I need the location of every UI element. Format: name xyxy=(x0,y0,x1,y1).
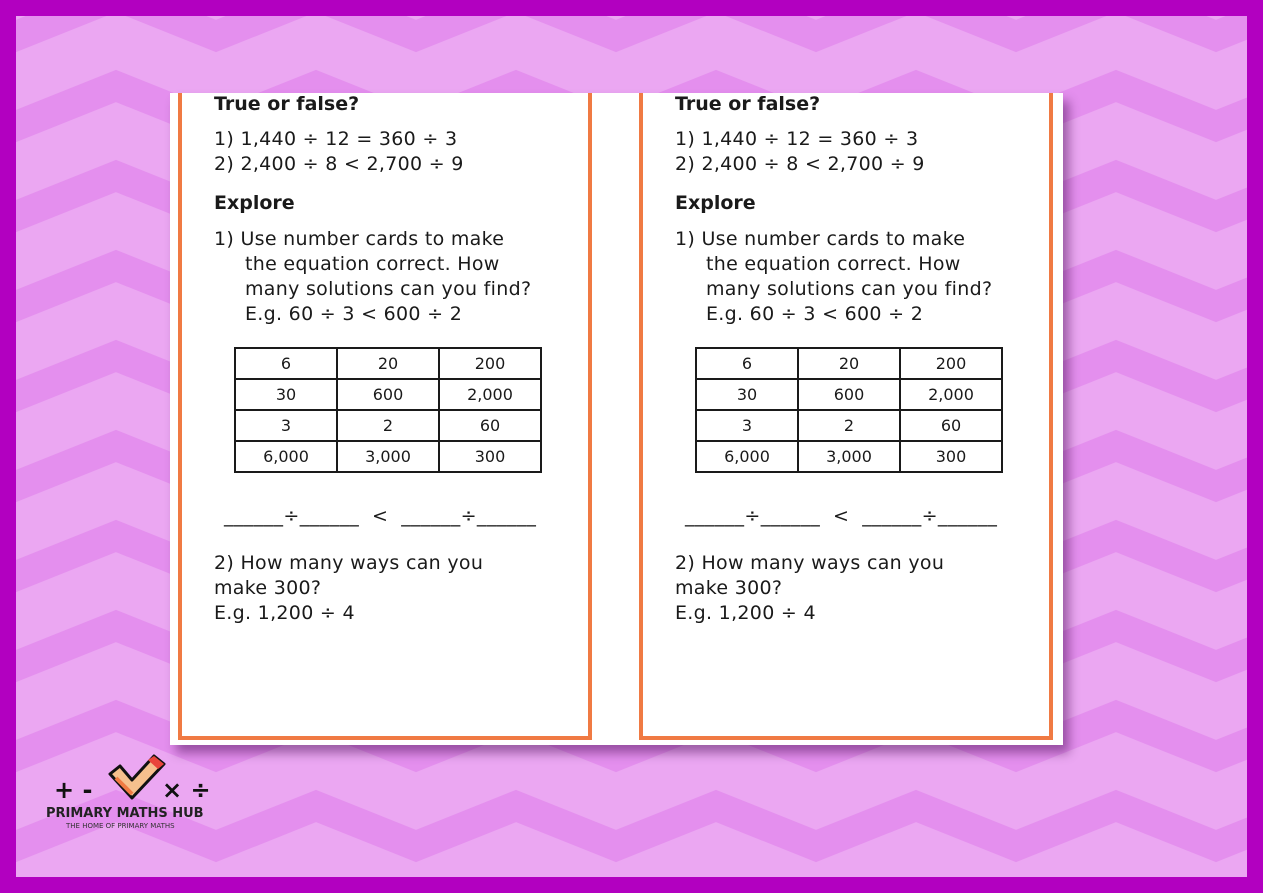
explore-q1-line: many solutions can you find? xyxy=(245,278,532,300)
explore-q1-example: E.g. 60 ÷ 3 < 600 ÷ 2 xyxy=(245,303,463,325)
tf-question-1: 1) 1,440 ÷ 12 = 360 ÷ 3 xyxy=(675,128,919,150)
number-card: 2,000 xyxy=(439,379,541,410)
true-or-false-heading: True or false? xyxy=(675,93,821,115)
explore-q1-line: the equation correct. How xyxy=(706,253,961,275)
chevron-stripe xyxy=(16,16,1247,36)
logo-tagline: THE HOME OF PRIMARY MATHS xyxy=(66,822,175,830)
explore-q2-example: E.g. 1,200 ÷ 4 xyxy=(675,602,816,624)
primary-maths-hub-logo xyxy=(44,752,224,832)
number-card: 20 xyxy=(798,348,900,379)
number-card: 600 xyxy=(337,379,439,410)
worksheet xyxy=(170,93,1063,745)
number-card: 60 xyxy=(900,410,1002,441)
explore-q1-line: the equation correct. How xyxy=(245,253,500,275)
number-card: 3,000 xyxy=(798,441,900,472)
number-card: 300 xyxy=(439,441,541,472)
grid-row xyxy=(696,348,1002,379)
logo-name: PRIMARY MATHS HUB xyxy=(46,806,204,821)
grid-row xyxy=(696,379,1002,410)
number-card: 6,000 xyxy=(235,441,337,472)
number-card: 200 xyxy=(900,348,1002,379)
number-card: 2 xyxy=(337,410,439,441)
blank-equation: ______÷______ < ______÷______ xyxy=(685,505,998,527)
number-card: 600 xyxy=(798,379,900,410)
explore-q1-line: 1) Use number cards to make xyxy=(214,228,505,250)
grid-row xyxy=(235,348,541,379)
number-cards-grid xyxy=(234,347,542,473)
number-card: 60 xyxy=(439,410,541,441)
grid-row xyxy=(696,441,1002,472)
tf-question-2: 2) 2,400 ÷ 8 < 2,700 ÷ 9 xyxy=(214,153,464,175)
number-card: 30 xyxy=(696,379,798,410)
number-card: 20 xyxy=(337,348,439,379)
number-cards-grid xyxy=(695,347,1003,473)
number-card: 6 xyxy=(696,348,798,379)
number-card: 30 xyxy=(235,379,337,410)
explore-q1-example: E.g. 60 ÷ 3 < 600 ÷ 2 xyxy=(706,303,924,325)
number-card: 2,000 xyxy=(900,379,1002,410)
number-card: 3 xyxy=(235,410,337,441)
grid-row xyxy=(235,379,541,410)
task-card-left xyxy=(178,93,592,740)
number-card: 200 xyxy=(439,348,541,379)
number-card: 3,000 xyxy=(337,441,439,472)
explore-q2-line: 2) How many ways can you xyxy=(214,552,484,574)
number-card: 3 xyxy=(696,410,798,441)
grid-row xyxy=(235,410,541,441)
number-card: 6 xyxy=(235,348,337,379)
number-card: 6,000 xyxy=(696,441,798,472)
grid-row xyxy=(235,441,541,472)
grid-row xyxy=(696,410,1002,441)
number-card: 2 xyxy=(798,410,900,441)
blank-equation: ______÷______ < ______÷______ xyxy=(224,505,537,527)
task-card-right xyxy=(639,93,1053,740)
tf-question-1: 1) 1,440 ÷ 12 = 360 ÷ 3 xyxy=(214,128,458,150)
explore-q2-line: make 300? xyxy=(675,577,783,599)
explore-heading: Explore xyxy=(214,192,295,214)
explore-q2-line: make 300? xyxy=(214,577,322,599)
number-card: 300 xyxy=(900,441,1002,472)
explore-q1-line: 1) Use number cards to make xyxy=(675,228,966,250)
explore-q2-example: E.g. 1,200 ÷ 4 xyxy=(214,602,355,624)
explore-q2-line: 2) How many ways can you xyxy=(675,552,945,574)
true-or-false-heading: True or false? xyxy=(214,93,360,115)
plus-minus-icon: + - xyxy=(54,776,93,804)
times-divide-icon: × ÷ xyxy=(162,776,211,804)
explore-q1-line: many solutions can you find? xyxy=(706,278,993,300)
checkmark-pencil-icon xyxy=(104,752,166,802)
tf-question-2: 2) 2,400 ÷ 8 < 2,700 ÷ 9 xyxy=(675,153,925,175)
explore-heading: Explore xyxy=(675,192,756,214)
